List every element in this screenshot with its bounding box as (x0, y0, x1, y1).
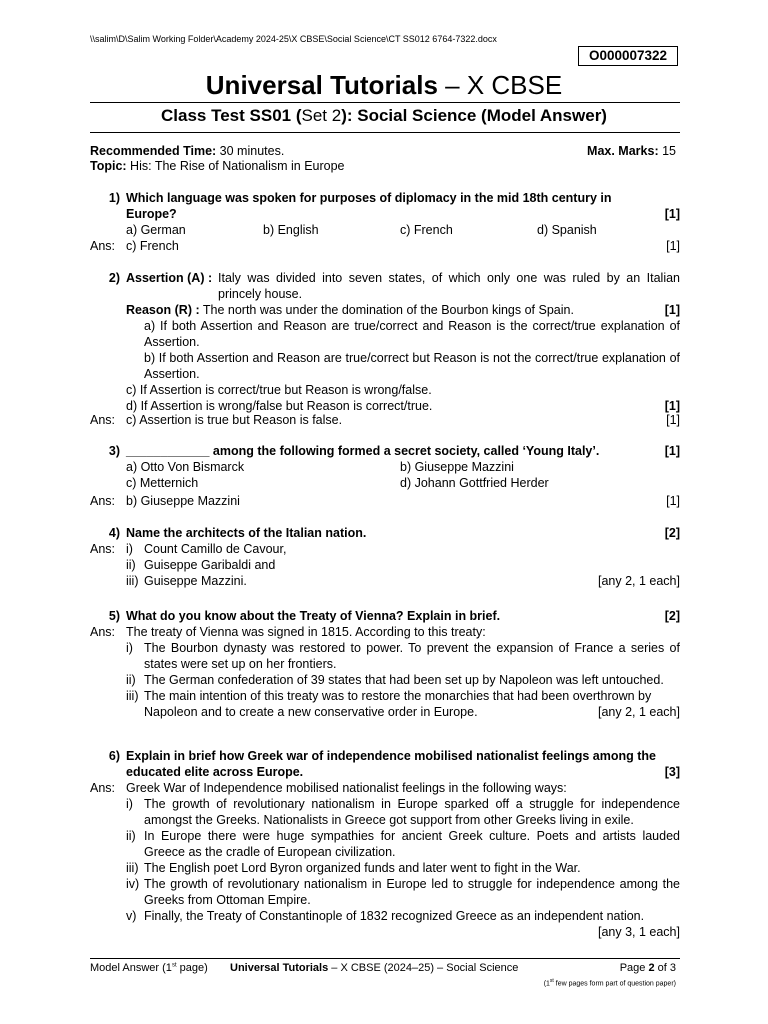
page-footer (90, 962, 680, 974)
page-subtitle: Class Test SS01 (Set 2): Social Science (Model Answer) (161, 106, 607, 125)
answer-intro: The treaty of Vienna was signed in 1815. According to this treaty: (126, 625, 486, 639)
option: b) English (263, 223, 319, 237)
answer-item: v) Finally, the Treaty of Constantinople of 1832 recognized Greece as an independent nation. (126, 909, 645, 923)
question-text: Which language was spoken for purposes of diplomacy in the mid 18th century in (126, 191, 612, 205)
question-marks: [1] (664, 303, 680, 317)
question-number: 4) (108, 526, 120, 540)
answer-intro: Greek War of Independence mobilised nationalist feelings in the following ways: (126, 781, 567, 795)
answer-item: i) The Bourbon dynasty was restored to power. To prevent the expansion of France a series of states were set up on her frontiers. (126, 641, 680, 671)
options (126, 222, 680, 238)
answer-item: i) The growth of revolutionary nationalism in Europe sparked off a struggle for independence amongst the Greeks. Nationalists in Greece got support from other Greeks living in exile. (126, 797, 680, 827)
options (126, 475, 680, 491)
page-number: Page 2 of 3 (619, 962, 676, 974)
assertion: Assertion (A) : Italy was divided into seven states, of which only one was ruled by an Italian princely house. (126, 271, 680, 301)
answer-item: iii) The main intention of this treaty was to restore the monarchies that had been overthrown by Napoleon and to create a new conservative order in Europe. [any 2, 1 each] (126, 689, 680, 719)
marks-note: [any 2, 1 each] (597, 574, 680, 588)
answer-marks: [1] (666, 413, 680, 427)
answer-text: b) Giuseppe Mazzini (126, 494, 240, 508)
option: c) French (400, 223, 453, 237)
set-label: Set 2 (301, 106, 342, 125)
option: a) If both Assertion and Reason are true/correct and Reason is the correct/true explanation of Assertion. (144, 319, 680, 349)
question-number: 3) (108, 444, 120, 458)
question-number: 6) (108, 749, 120, 763)
subtitle-divider (90, 132, 680, 133)
options (126, 459, 680, 475)
question-marks: [3] (664, 765, 680, 779)
option: a) German (126, 223, 186, 237)
marks-note: [any 3, 1 each] (597, 925, 680, 939)
answer-item: iii) The English poet Lord Byron organized funds and later went to fight in the War. (126, 861, 581, 875)
option: c) Metternich (126, 476, 199, 490)
option: b) If both Assertion and Reason are true/correct but Reason is not the correct/true explanation of Assertion. (144, 351, 680, 381)
question-text: What do you know about the Treaty of Vienna? Explain in brief. (126, 609, 501, 623)
reason: Reason (R) : The north was under the domination of the Bourbon kings of Spain. [1] (126, 303, 680, 317)
title-divider (90, 102, 680, 103)
answer-item: ii) In Europe there were huge sympathies for ancient Greek culture. Poets and artists lauded Greece as the cradle of European civilization. (126, 829, 680, 859)
answer-label: Ans: (90, 494, 116, 508)
page-title (0, 70, 768, 101)
question-marks: [2] (664, 526, 680, 540)
question-number: 2) (108, 271, 120, 285)
document-code: O000007322 (578, 46, 678, 66)
answer-item: iv) The growth of revolutionary nationalism in Europe led to struggle for independence among the Greeks from Ottoman Empire. (126, 877, 680, 907)
answer-item: i) Count Camillo de Cavour, (126, 542, 287, 556)
option: c) If Assertion is correct/true but Reason is wrong/false. (126, 383, 432, 397)
answer-item: iii) Guiseppe Mazzini. [any 2, 1 each] (126, 574, 680, 588)
question-marks: [1] (664, 207, 680, 221)
question-marks: [2] (664, 609, 680, 623)
answer-label: Ans: (90, 413, 116, 427)
answer-item: ii) Guiseppe Garibaldi and (126, 558, 276, 572)
option: d) Johann Gottfried Herder (400, 476, 549, 490)
file-path: \\salim\D\Salim Working Folder\Academy 2024-25\X CBSE\Social Science\CT SS012 6764-7322.docx (90, 34, 497, 44)
answer-item: ii) The German confederation of 39 states that had been set up by Napoleon was left untouched. (126, 673, 664, 687)
title-brand: Universal Tutorials (205, 70, 438, 100)
answer-label: Ans: (90, 781, 116, 795)
title-class: – X CBSE (437, 70, 563, 100)
answer-label: Ans: (90, 239, 116, 253)
footer-left: Model Answer (1st page) (90, 962, 208, 974)
question-text: Name the architects of the Italian nation. (126, 526, 367, 540)
footer-note: (1st few pages form part of question paper) (543, 978, 676, 988)
option: d) If Assertion is wrong/false but Reason is correct/true. [1] (126, 399, 680, 413)
answer-text: c) Assertion is true but Reason is false. (126, 413, 343, 427)
question-number: 1) (108, 191, 120, 205)
answer-label: Ans: (90, 625, 116, 639)
footer-center: Universal Tutorials – X CBSE (2024–25) – Social Science (230, 962, 519, 974)
question-text: ____________ among the following formed a secret society, called ‘Young Italy’. (126, 444, 600, 458)
topic: Topic: His: The Rise of Nationalism in Europe (90, 159, 345, 173)
answer-marks: [1] (666, 239, 680, 253)
question-text: Explain in brief how Greek war of independence mobilised nationalist feelings among the (126, 749, 656, 763)
marks-note: [any 2, 1 each] (597, 705, 680, 719)
answer-label: Ans: (90, 542, 116, 556)
question-marks: [1] (664, 444, 680, 458)
answer-text: c) French (126, 239, 179, 253)
max-marks: Max. Marks: 15 (587, 144, 676, 158)
question-number: 5) (108, 609, 120, 623)
footer-divider (90, 958, 680, 959)
option: a) Otto Von Bismarck (126, 460, 245, 474)
recommended-time: Recommended Time: 30 minutes. (90, 144, 285, 158)
answer-marks: [1] (666, 494, 680, 508)
option: b) Giuseppe Mazzini (400, 460, 514, 474)
option: d) Spanish (537, 223, 597, 237)
